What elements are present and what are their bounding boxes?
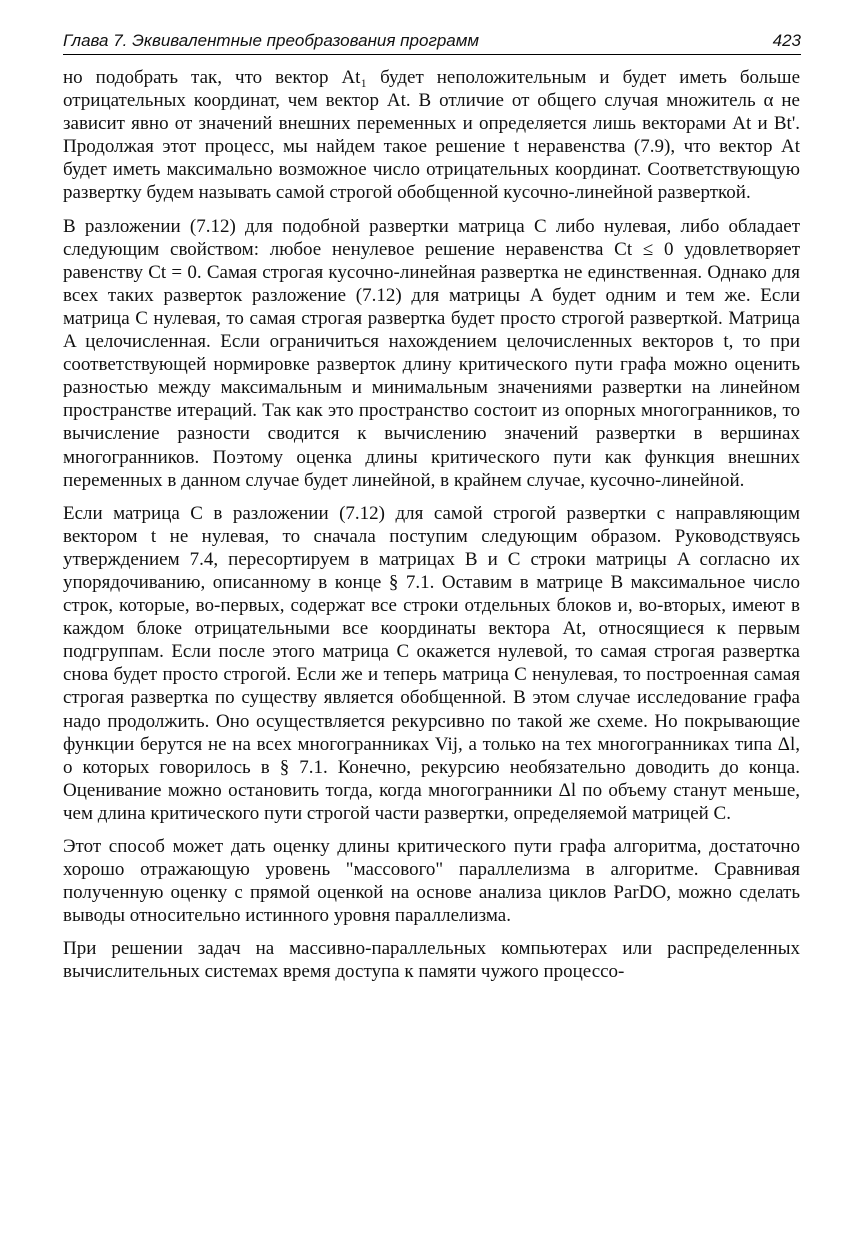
paragraph-5: При решении задач на массивно-параллельных компьютерах или распределенных вычислительных системах время доступа к памяти чужого процессо- bbox=[63, 938, 800, 983]
running-header bbox=[63, 28, 801, 55]
paragraph-2: В разложении (7.12) для подобной развертки матрица C либо нулевая, либо обладает следующим свойством: любое ненулевое решение неравенства Ct ≤ 0 удовлетворяет равенству Ct = 0. Самая строгая кусочно-линейная развертка не единственная. Однако для всех таких разверток разложение (7.12) для матрицы A будет одним и тем же. Если матрица C нулевая, то самая строгая развертка будет просто строгой разверткой. Матрица A целочисленная. Если ограничиться нахождением целочисленных векторов t, то при соответствующей нормировке разверток длину критического пути графа можно оценить разностью между максимальным и минимальным значениями развертки на линейном пространстве итераций. Так как это пространство состоит из опорных многогранников, то вычисление разности сводится к вычислению значений развертки в вершинах многогранников. Поэтому оценка длины критического пути как функция внешних переменных в данном случае будет линейной, в крайнем случае, кусочно-линейной. bbox=[63, 215, 800, 491]
page-number: 423 bbox=[772, 31, 801, 50]
body-text bbox=[63, 66, 800, 994]
paragraph-1: но подобрать так, что вектор At₁ будет неположительным и будет иметь больше отрицательных координат, чем вектор At. В отличие от общего случая множитель α не зависит явно от значений внешних переменных и определяется лишь векторами At и Bt'. Продолжая этот процесс, мы найдем такое решение t неравенства (7.9), что вектор At будет иметь максимально возможное число отрицательных координат. Соответствующую развертку будем называть самой строгой обобщенной кусочно-линейной разверткой. bbox=[63, 67, 800, 204]
paragraph-4: Этот способ может дать оценку длины критического пути графа алгоритма, достаточно хорошо отражающую уровень "массового" параллелизма в алгоритме. Сравнивая полученную оценку с прямой оценкой на основе анализа циклов ParDO, можно сделать выводы относительно истинного уровня параллелизма. bbox=[63, 836, 800, 927]
chapter-title: Глава 7. Эквивалентные преобразования программ bbox=[63, 31, 480, 50]
paragraph-3: Если матрица C в разложении (7.12) для самой строгой развертки с направляющим вектором t не нулевая, то сначала поступим следующим образом. Руководствуясь утверждением 7.4, пересортируем в матрицах B и C строки матрицы A согласно их упорядочиванию, описанному в конце § 7.1. Оставим в матрице B максимальное число строк, которые, во-первых, содержат все строки отдельных блоков и, во-вторых, имеют в каждом блоке отрицательными все координаты вектора At, относящиеся к первым подгруппам. Если после этого матрица C окажется нулевой, то самая строгая развертка снова будет просто строгой. Если же и теперь матрица C ненулевая, то построенная самая строгая развертка по существу является обобщенной. В этом случае исследование графа надо продолжить. Оно осуществляется рекурсивно по такой же схеме. Но покрывающие функции берутся не на всех многогранниках Vij, а только на тех многогранниках типа Δl, о которых говорилось в § 7.1. Конечно, рекурсию необязательно доводить до конца. Оценивание можно остановить тогда, когда многогранники Δl по объему станут меньше, чем длина критического пути строгой части развертки, определяемой матрицей C. bbox=[63, 502, 800, 824]
